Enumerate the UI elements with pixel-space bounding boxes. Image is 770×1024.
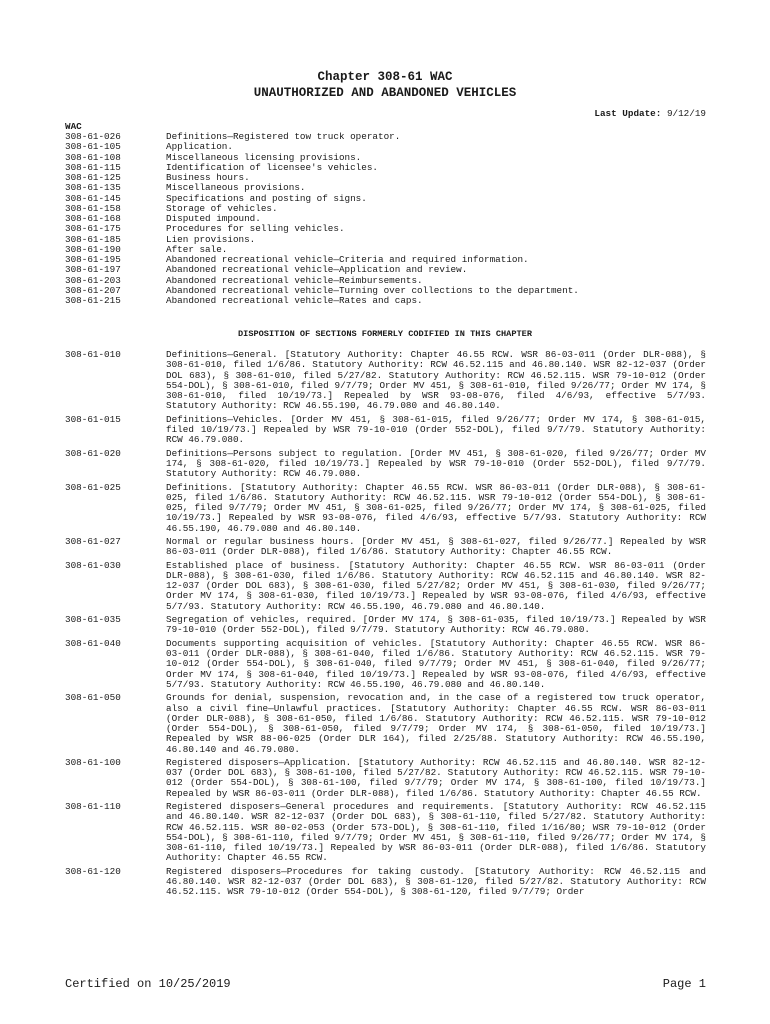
disposition-heading: DISPOSITION OF SECTIONS FORMERLY CODIFIED IN THIS CHAPTER [238, 329, 532, 339]
toc-section-number: 308-61-195 [65, 254, 121, 265]
disposition-section-number: 308-61-025 [65, 481, 121, 493]
disposition-entry [65, 639, 706, 690]
disposition-entry [65, 350, 706, 412]
disposition-entry [65, 415, 706, 446]
toc-section-caption: Abandoned recreational vehicle—Application and review. [166, 264, 468, 276]
disposition-section-number: 308-61-050 [65, 692, 121, 704]
toc-section-caption: Definitions—Registered tow truck operator. [166, 131, 401, 142]
toc-section-number: 308-61-185 [65, 233, 121, 245]
toc-section-number: 308-61-190 [65, 243, 121, 255]
last-update [594, 108, 706, 119]
toc-section-number: 308-61-158 [65, 202, 121, 214]
toc-section-number: 308-61-125 [65, 172, 121, 183]
toc-section-number: 308-61-207 [65, 284, 121, 296]
disposition-section-text: Definitions—Persons subject to regulation. [Order MV 451, § 308-61-020, filed 9/26/77; Order MV 174, § 308-61-020, filed 10/19/73.] Repealed by WSR 79-10-010 (Order 552-DOL), filed 9/7/79. Statutory Authority: RCW 46.79.080. [166, 447, 706, 480]
toc-row [65, 163, 715, 173]
toc-section-caption: Disputed impound. [166, 213, 261, 224]
toc-section-caption: Storage of vehicles. [166, 202, 278, 214]
disposition-section-text: Registered disposers—Procedures for taking custody. [Statutory Authority: RCW 46.52.115 and 46.80.140. WSR 82-12-037 (Order DOL 683), § 308-61-120, filed 5/27/82. Statutory Authority: RCW 46.52.115. WSR 79-10-012 (Order 554-DOL), § 308-61-120, filed 9/7/79; Order [166, 865, 706, 898]
toc-section-number: 308-61-215 [65, 295, 121, 306]
toc-section-caption: Application. [166, 141, 233, 153]
disposition-section-number: 308-61-110 [65, 801, 121, 813]
toc-row [65, 194, 715, 204]
toc-row [65, 235, 715, 245]
disposition-section-text: Definitions—General. [Statutory Authority: Chapter 46.55 RCW. WSR 86-03-011 (Order DLR-088), § 308-61-010, filed 1/6/86. Statutory Authority: RCW 46.52.115 and 46.80.140. WSR 82-12-037 (Order DOL 683), § 308-61-010, filed 5/27/82. Statutory Authority: RCW 46.52.115. WSR 79-10-012 (Order 554-DOL), § 308-61-010, filed 9/7/79; Order MV 451, § 308-61-010, filed 9/26/77; Order MV 174, § 308-61-010, filed 10/19/73.] Repealed by WSR 93-08-076, filed 4/6/93, effective 5/7/93. Statutory Authority: RCW 46.55.190, 46.79.080 and 46.80.140. [166, 349, 706, 412]
disposition-entry [65, 693, 706, 755]
disposition-section-text: Registered disposers—General procedures and requirements. [Statutory Authority: RCW 46.52.115 and 46.80.140. WSR 82-12-037 (Order DOL 683), § 308-61-110, filed 5/27/82. Statutory Authority: RCW 46.52.115. WSR 80-02-053 (Order 573-DOL), § 308-61-110, filed 1/16/80; WSR 79-10-012 (Order 554-DOL), § 308-61-110, filed 9/7/79; Order MV 451, § 308-61-110, filed 9/26/77; Order MV 174, § 308-61-110, filed 10/19/73.] Repealed by WSR 86-03-011 (Order DLR-088), filed 1/6/86. Statutory Authority: Chapter 46.55 RCW. [166, 801, 706, 864]
toc-section-caption: Procedures for selling vehicles. [166, 223, 345, 235]
toc-row [65, 214, 715, 224]
toc-row [65, 183, 715, 193]
page-number: Page 1 [662, 977, 706, 991]
toc-row [65, 142, 715, 152]
toc-row [65, 173, 715, 183]
toc-section-caption: Miscellaneous licensing provisions. [166, 151, 362, 163]
chapter-number: Chapter 308-61 WAC [317, 70, 453, 84]
toc-section-number: 308-61-115 [65, 161, 121, 173]
disposition-section-number: 308-61-030 [65, 559, 121, 571]
toc-section-number: 308-61-108 [65, 151, 121, 163]
disposition-section-text: Grounds for denial, suspension, revocation and, in the case of a registered tow truck operator, also a civil fine—Unlawful practices. [Statutory Authority: Chapter 46.55 RCW. WSR 86-03-011 (Order DLR-088), § 308-61-050, filed 1/6/86. Statutory Authority: RCW 46.52.115. WSR 79-10-012 (Order 554-DOL), § 308-61-050, filed 9/7/79; Order MV 174, § 308-61-050, filed 10/19/73.] Repealed by WSR 88-06-025 (Order DLR 164), filed 2/25/88. Statutory Authority: RCW 46.55.190, 46.80.140 and 46.79.080. [166, 692, 706, 755]
disposition-entry [65, 758, 706, 799]
toc-row [65, 132, 715, 142]
disposition-section-number: 308-61-040 [65, 637, 121, 649]
toc-section-number: 308-61-203 [65, 274, 121, 286]
disposition-section-number: 308-61-120 [65, 865, 121, 877]
disposition-entry [65, 483, 706, 534]
disposition-entry [65, 449, 706, 480]
toc-section-number: 308-61-168 [65, 213, 121, 224]
last-update-label: Last Update: [594, 108, 662, 119]
toc-section-number: 308-61-105 [65, 141, 121, 153]
toc-section-number: 308-61-145 [65, 192, 121, 204]
toc-section-number: 308-61-135 [65, 182, 121, 194]
toc-section-caption: Identification of licensee's vehicles. [166, 161, 379, 173]
toc-section-caption: Miscellaneous provisions. [166, 182, 306, 194]
disposition-section-text: Registered disposers—Application. [Statutory Authority: RCW 46.52.115 and 46.80.140. WSR 82-12-037 (Order DOL 683), § 308-61-100, filed 5/27/82. Statutory Authority: RCW 46.52.115. WSR 79-10-012 (Order 554-DOL), § 308-61-100, filed 9/7/79; Order MV 174, § 308-61-100, filed 10/19/73.] Repealed by WSR 86-03-011 (Order DLR-088), filed 1/6/86. Statutory Authority: Chapter 46.55 RCW. [166, 756, 706, 799]
disposition-list [65, 350, 706, 901]
toc-row [65, 265, 715, 275]
disposition-entry [65, 802, 706, 864]
toc-heading: WAC [65, 121, 82, 132]
disposition-section-text: Established place of business. [Statutory Authority: Chapter 46.55 RCW. WSR 86-03-011 (Order DLR-088), § 308-61-030, filed 1/6/86. Statutory Authority: RCW 46.52.115 and 46.80.140. WSR 82-12-037 (Order DOL 683), § 308-61-030, filed 5/27/82; Order MV 451, § 308-61-030, filed 9/26/77; Order MV 174, § 308-61-030, filed 10/19/73.] Repealed by WSR 93-08-076, filed 4/6/93, effective 5/7/93. Statutory Authority: RCW 46.55.190, 46.79.080 and 46.80.140. [166, 559, 706, 612]
toc-section-caption: Abandoned recreational vehicle—Criteria and required information. [166, 254, 529, 265]
last-update-value: 9/12/19 [666, 108, 706, 119]
toc-section-caption: Abandoned recreational vehicle—Reimbursements. [166, 274, 423, 286]
disposition-section-number: 308-61-020 [65, 447, 121, 459]
toc-section-caption: Abandoned recreational vehicle—Rates and caps. [166, 295, 423, 306]
disposition-entry [65, 867, 706, 898]
table-of-contents [65, 132, 715, 306]
chapter-title: UNAUTHORIZED AND ABANDONED VEHICLES [253, 86, 517, 100]
disposition-section-number: 308-61-015 [65, 413, 121, 425]
disposition-section-text: Documents supporting acquisition of vehicles. [Statutory Authority: Chapter 46.55 RCW. WSR 86-03-011 (Order DLR-088), § 308-61-040, filed 1/6/86. Statutory Authority: RCW 46.52.115. WSR 79-10-012 (Order 554-DOL), § 308-61-040, filed 9/7/79; Order MV 451, § 308-61-040, filed 9/26/77; Order MV 174, § 308-61-040, filed 10/19/73.] Repealed by WSR 93-08-076, filed 4/6/93, effective 5/7/93. Statutory Authority: RCW 46.55.190, 46.79.080 and 46.80.140. [166, 637, 706, 690]
disposition-section-number: 308-61-035 [65, 614, 121, 626]
disposition-section-text: Normal or regular business hours. [Order MV 451, § 308-61-027, filed 9/26/77.] Repealed by WSR 86-03-011 (Order DLR-088), filed 1/6/86. Statutory Authority: Chapter 46.55 RCW. [166, 536, 706, 558]
disposition-section-text: Definitions—Vehicles. [Order MV 451, § 308-61-015, filed 9/26/77; Order MV 174, § 308-61-015, filed 10/19/73.] Repealed by WSR 79-10-010 (Order 552-DOL), filed 9/7/79. Statutory Authority: RCW 46.79.080. [166, 413, 706, 446]
toc-section-caption: Specifications and posting of signs. [166, 192, 367, 204]
disposition-entry [65, 537, 706, 558]
toc-row [65, 204, 715, 214]
disposition-section-text: Definitions. [Statutory Authority: Chapter 46.55 RCW. WSR 86-03-011 (Order DLR-088), § 308-61-025, filed 1/6/86. Statutory Authority: RCW 46.52.115. WSR 79-10-012 (Order 554-DOL), § 308-61-025, filed 9/7/79; Order MV 451, § 308-61-025, filed 9/26/77; Order MV 174, § 308-61-025, filed 10/19/73.] Repealed by WSR 93-08-076, filed 4/6/93, effective 5/7/93. Statutory Authority: RCW 46.55.190, 46.79.080 and 46.80.140. [166, 481, 706, 534]
toc-section-number: 308-61-175 [65, 223, 121, 235]
disposition-section-number: 308-61-010 [65, 349, 121, 360]
toc-section-caption: After sale. [166, 243, 228, 255]
certified-date: Certified on 10/25/2019 [65, 977, 231, 991]
toc-row [65, 224, 715, 234]
disposition-entry [65, 561, 706, 612]
toc-section-number: 308-61-026 [65, 131, 121, 142]
toc-section-number: 308-61-197 [65, 264, 121, 276]
disposition-section-number: 308-61-100 [65, 756, 121, 768]
disposition-section-text: Segregation of vehicles, required. [Order MV 174, § 308-61-035, filed 10/19/73.] Repealed by WSR 79-10-010 (Order 552-DOL), filed 9/7/79. Statutory Authority: RCW 46.79.080. [166, 614, 706, 636]
toc-section-caption: Business hours. [166, 172, 250, 183]
disposition-section-number: 308-61-027 [65, 536, 121, 547]
toc-row [65, 153, 715, 163]
toc-section-caption: Abandoned recreational vehicle—Turning over collections to the department. [166, 284, 579, 296]
disposition-entry [65, 615, 706, 636]
toc-row [65, 296, 715, 306]
toc-section-caption: Lien provisions. [166, 233, 256, 245]
